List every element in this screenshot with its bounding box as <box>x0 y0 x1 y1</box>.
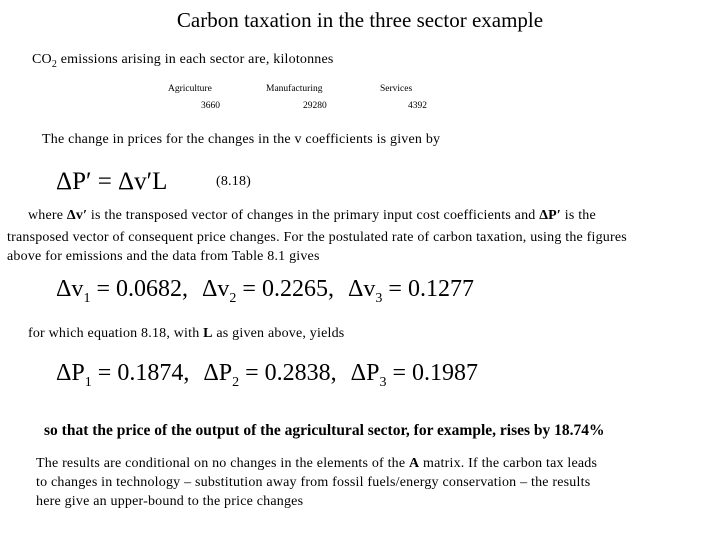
matrix-l-label: L <box>203 326 213 341</box>
equation-number: (8.18) <box>216 174 252 189</box>
results-line-2: to changes in technology – substitution away from fossil fuels/energy conservation – the results <box>36 475 591 490</box>
sector-header-services: Services <box>380 84 413 94</box>
change-intro: The change in prices for the changes in the v coefficients is given by <box>42 132 441 147</box>
where-line-3: above for emissions and the data from Table 8.1 gives <box>7 249 320 264</box>
sector-header-agriculture: Agriculture <box>168 84 212 94</box>
sector-value-agriculture: 3660 <box>201 101 220 111</box>
conclusion-text: so that the price of the output of the agricultural sector, for example, rises by 18.74% <box>44 422 605 439</box>
co2-subscript: 2 <box>51 58 58 70</box>
results-line-1: The results are conditional on no changes in the elements of the A matrix. If the carbon tax leads <box>36 456 598 471</box>
yields-text: for which equation 8.18, with L as given above, yields <box>28 326 345 341</box>
delta-p-1: $\Delta P_1 = 0.1874$, <box>56 360 190 390</box>
where-line-1: where Δv′ is the transposed vector of changes in the primary input cost coefficients and ΔP′ is the <box>28 208 596 223</box>
delta-v-1: $\Delta v_1 = 0.0682$, <box>56 276 188 306</box>
delta-v-2: $\Delta v_2 = 0.2265$, <box>201 276 334 306</box>
where-line-2: transposed vector of consequent price changes. For the postulated rate of carbon taxation, using the figures <box>7 230 627 245</box>
results-line-3: here give an upper-bound to the price changes <box>36 494 304 509</box>
delta-p-prime: ΔP′ <box>539 208 562 223</box>
delta-p-equations <box>56 360 478 391</box>
page-title: Carbon taxation in the three sector example <box>176 8 544 32</box>
matrix-a-label: A <box>409 456 420 471</box>
delta-v-prime: Δv′ <box>66 208 88 223</box>
delta-v-equations <box>56 276 474 307</box>
sector-value-manufacturing: 29280 <box>303 101 327 111</box>
delta-p-3: $\Delta P_3 = 0.1987$ <box>350 360 478 390</box>
emissions-intro: $CO_2$ emissions arising in each sector are, kilotonnes <box>32 52 334 70</box>
sector-header-manufacturing: Manufacturing <box>266 84 323 94</box>
equation-formula: ΔP′ = Δv′L <box>56 168 168 195</box>
delta-v-3: $\Delta v_3 = 0.1277$ <box>347 276 474 306</box>
sector-value-services: 4392 <box>408 101 427 111</box>
delta-p-2: $\Delta P_2 = 0.2838$, <box>203 360 337 390</box>
